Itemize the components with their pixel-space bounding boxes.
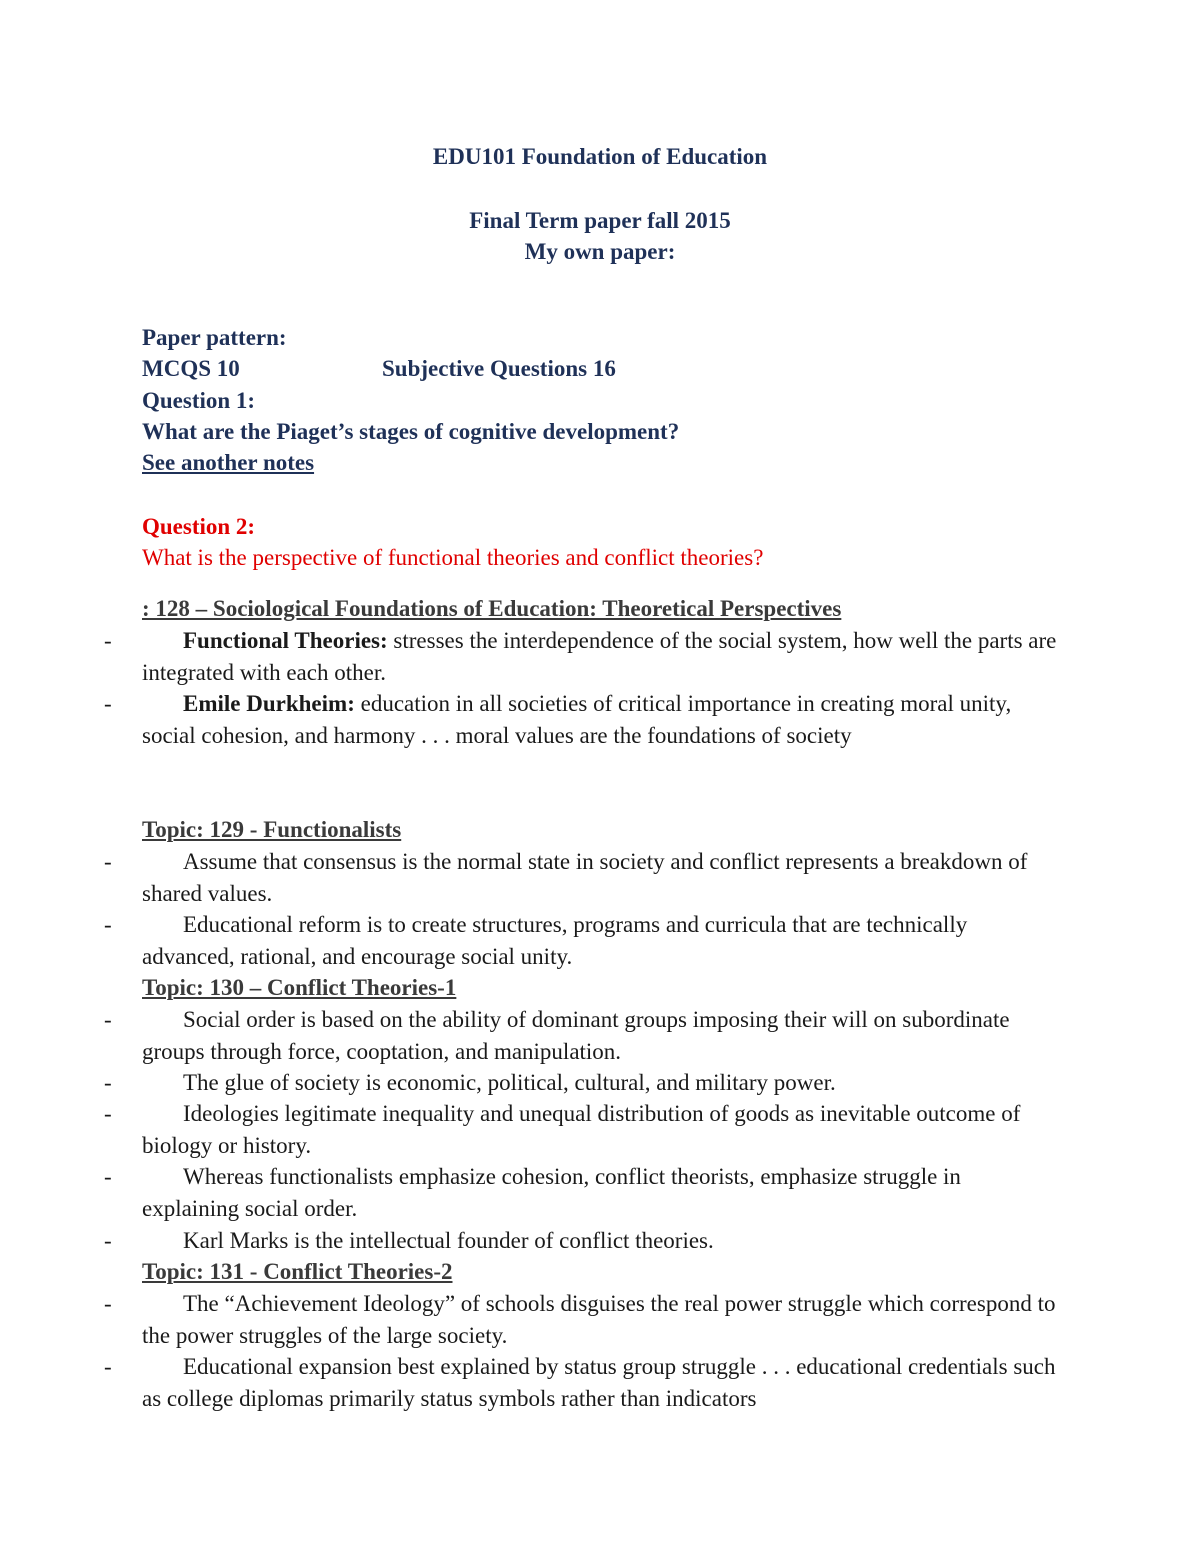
bullet-marker: - [104,1228,112,1253]
question1-text: What are the Piaget’s stages of cognitive development? [142,419,680,444]
bullet-marker: - [104,691,112,716]
bullet-text: Ideologies legitimate inequality and unequal distribution of goods as inevitable outcome of biology or history. [142,1101,1021,1158]
question2-text: What is the perspective of functional theories and conflict theories? [142,545,764,570]
bullet-term: Functional Theories: [183,628,388,653]
pattern-mcqs: MCQS 10 [142,356,240,381]
bullet-marker: - [104,1291,112,1316]
section-130-heading: Topic: 130 – Conflict Theories-1 [142,975,457,1000]
section-131-heading: Topic: 131 - Conflict Theories-2 [142,1259,453,1284]
bullet-text: Whereas functionalists emphasize cohesion, conflict theorists, emphasize struggle in explaining social order. [142,1164,961,1221]
bullet-text: Social order is based on the ability of dominant groups imposing their will on subordinate groups through force, cooptation, and manipulation. [142,1007,1010,1064]
bullet-text: Educational reform is to create structures, programs and curricula that are technically advanced, rational, and encourage social unity. [142,912,968,969]
bullet-marker: - [104,1070,112,1095]
section-129-heading: Topic: 129 - Functionalists [142,817,402,842]
paper-title: Final Term paper fall 2015 [469,208,731,233]
bullet-marker: - [104,1007,112,1032]
paper-subtitle: My own paper: [524,239,676,264]
pattern-subjective: Subjective Questions 16 [382,356,616,381]
bullet-text: stresses the interdependence of the social system, how well the parts are integrated with each other. [142,628,1057,685]
bullet-marker: - [104,628,112,653]
course-title: EDU101 Foundation of Education [432,144,768,169]
bullet-text: Karl Marks is the intellectual founder of conflict theories. [183,1228,714,1253]
bullet-marker: - [104,1101,112,1126]
section-128-heading: : 128 – Sociological Foundations of Education: Theoretical Perspectives [142,596,842,621]
pattern-label: Paper pattern: [142,325,287,350]
see-notes-link[interactable]: See another notes [142,450,315,475]
bullet-text: Assume that consensus is the normal state in society and conflict represents a breakdown of shared values. [142,849,1028,906]
bullet-term: Emile Durkheim: [183,691,355,716]
question1-label: Question 1: [142,388,256,413]
bullet-marker: - [104,912,112,937]
bullet-marker: - [104,1354,112,1379]
bullet-text: The glue of society is economic, political, cultural, and military power. [183,1070,836,1095]
bullet-marker: - [104,849,112,874]
bullet-marker: - [104,1164,112,1189]
bullet-text: Educational expansion best explained by status group struggle . . . educational credentials such as college diplomas primarily status symbols rather than indicators [142,1354,1056,1411]
bullet-text: education in all societies of critical importance in creating moral unity, social cohesion, and harmony . . . moral values are the foundations of society [142,691,1012,748]
question2-label: Question 2: [142,514,256,539]
bullet-text: The “Achievement Ideology” of schools disguises the real power struggle which correspond to the power struggles of the large society. [142,1291,1056,1348]
